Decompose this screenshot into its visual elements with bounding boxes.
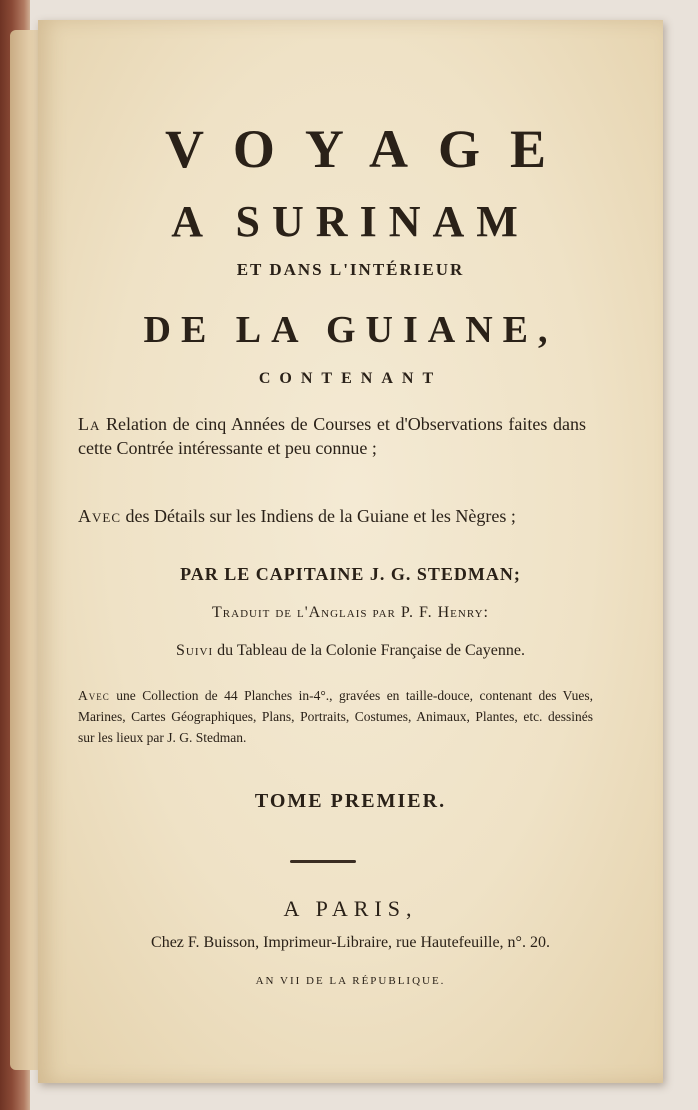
author-line: PAR LE CAPITAINE J. G. STEDMAN;: [180, 564, 521, 584]
translator-line: Traduit de l'Anglais par P. F. Henry:: [212, 604, 489, 621]
details-lead: Avec: [78, 506, 121, 526]
subtitle-contenant: CONTENANT: [258, 370, 443, 387]
relation-paragraph: [78, 412, 586, 460]
title-page: [38, 20, 663, 1083]
suivi-line: [38, 642, 663, 660]
details-text: des Détails sur les Indiens de la Guiane et les Nègres ;: [125, 506, 516, 526]
title-surinam: A SURINAM: [171, 197, 530, 246]
suivi-lead: Suivi: [176, 642, 214, 659]
plates-paragraph: [78, 685, 593, 748]
title-voyage: VOYAGE: [165, 119, 576, 179]
title-guiane: DE LA GUIANE,: [143, 309, 558, 351]
decorative-rule: [290, 860, 356, 863]
title-interieur: ET DANS L'INTÉRIEUR: [236, 260, 465, 279]
imprint-publisher: Chez F. Buisson, Imprimeur-Libraire, rue Hautefeuille, n°. 20.: [151, 934, 550, 951]
relation-text: Relation de cinq Années de Courses et d'Observations faites dans cette Contrée intéressante et peu connue ;: [78, 414, 587, 458]
relation-lead: La: [78, 414, 101, 434]
plates-lead: Avec: [78, 688, 110, 703]
tome-heading: TOME PREMIER.: [254, 790, 447, 812]
details-paragraph: [78, 504, 586, 528]
suivi-text: du Tableau de la Colonie Française de Cayenne.: [217, 642, 525, 659]
plates-text: une Collection de 44 Planches in-4°., gravées en taille-douce, contenant des Vues, Marines, Cartes Géographiques, Plans, Portraits, Costumes, Animaux, Plantes, etc. dessinés sur les lieux par J. G. Stedman.: [78, 688, 593, 745]
imprint-city: A PARIS,: [283, 896, 418, 921]
imprint-date: AN VII DE LA RÉPUBLIQUE.: [255, 975, 446, 987]
